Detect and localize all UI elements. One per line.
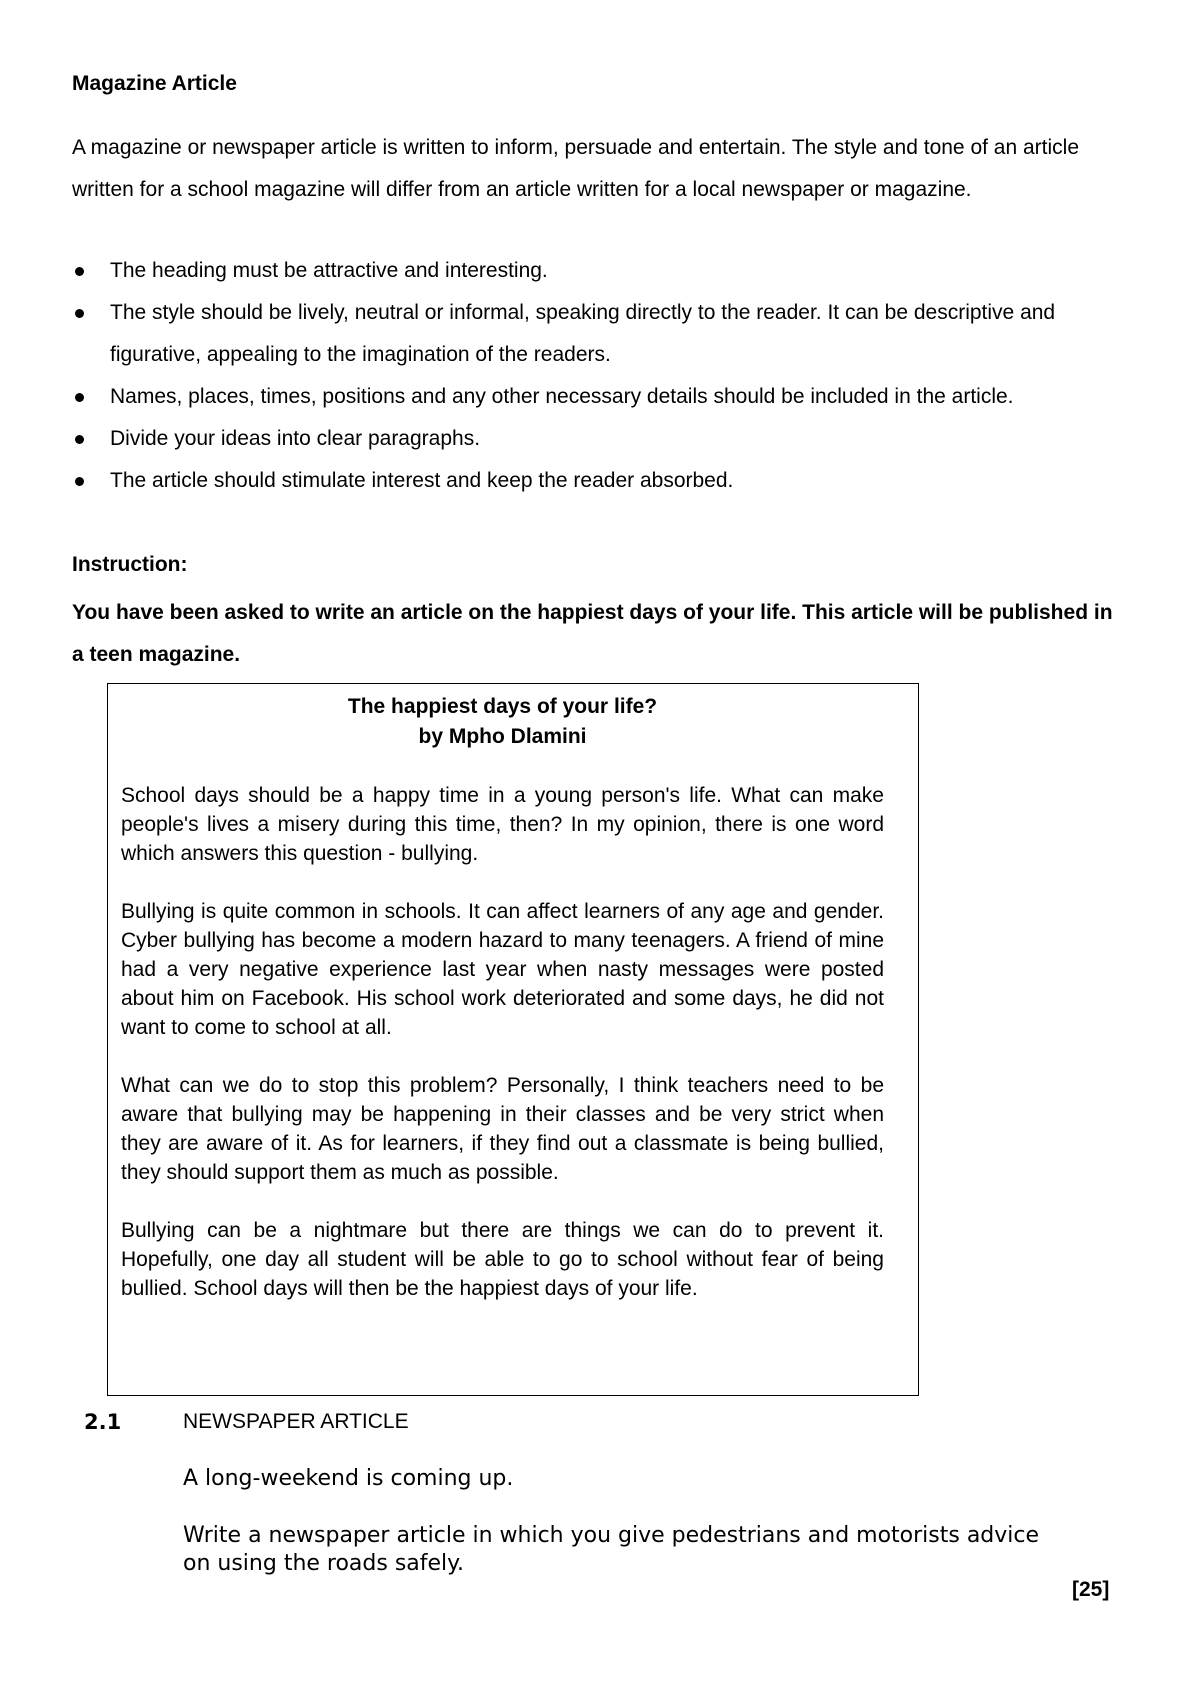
article-paragraph: School days should be a happy time in a young person's life. What can make people's lives a misery during this time, then? In my opinion, there is one word which answers this question - bullying. <box>121 784 884 865</box>
article-paragraph: What can we do to stop this problem? Personally, I think teachers need to be aware that bullying may be happening in their classes and be very strict when they are aware of it. As for learners, if they find out a classmate is being bullied, they should support them as much as possible. <box>121 1074 884 1184</box>
question-number: 2.1 <box>84 1410 122 1434</box>
list-item <box>72 460 1122 502</box>
article-paragraph: Bullying is quite common in schools. It can affect learners of any age and gender. Cyber bullying has become a modern hazard to many teenagers. A friend of mine had a very negative experience last year when nasty messages were posted about him on Facebook. His school work deteriorated and some days, he did not want to come to school at all. <box>121 900 884 1039</box>
bullet-icon <box>75 267 84 276</box>
article-title: The happiest days of your life? <box>347 695 658 718</box>
list-item-text: The article should stimulate interest and keep the reader absorbed. <box>110 469 734 492</box>
question-task <box>183 1522 1083 1578</box>
question-task-line: Write a newspaper article in which you give pedestrians and motorists advice <box>183 1523 1040 1548</box>
question-task-line: on using the roads safely. <box>183 1551 465 1576</box>
instruction-text: You have been asked to write an article on the happiest days of your life. This article will be published in a teen magazine. <box>72 601 1113 666</box>
list-item-text: The style should be lively, neutral or informal, speaking directly to the reader. It can be descriptive and figurative, appealing to the imagination of the readers. <box>110 301 1056 366</box>
list-item-text: Names, places, times, positions and any other necessary details should be included in the article. <box>110 385 1014 408</box>
bullet-icon <box>75 435 84 444</box>
bullet-icon <box>75 477 84 486</box>
question-prompt: A long-weekend is coming up. <box>183 1466 514 1491</box>
question-title: NEWSPAPER ARTICLE <box>183 1410 409 1433</box>
article-byline: by Mpho Dlamini <box>418 725 587 748</box>
list-item <box>72 418 1122 460</box>
instruction-label: Instruction: <box>72 553 188 576</box>
list-item <box>72 292 1122 376</box>
section-heading: Magazine Article <box>72 72 237 95</box>
bullet-icon <box>75 309 84 318</box>
list-item <box>72 250 1122 292</box>
example-article-box <box>107 683 919 1396</box>
question-marks: [25] <box>1072 1578 1110 1601</box>
guidelines-list <box>72 250 1122 502</box>
article-paragraph: Bullying can be a nightmare but there are things we can do to prevent it. Hopefully, one day all student will be able to go to school without fear of being bullied. School days will then be the happiest days of your life. <box>121 1219 884 1300</box>
intro-paragraph: A magazine or newspaper article is written to inform, persuade and entertain. The style and tone of an article written for a school magazine will differ from an article written for a local newspaper or magazine. <box>72 136 1080 201</box>
bullet-icon <box>75 393 84 402</box>
list-item-text: The heading must be attractive and interesting. <box>110 259 548 282</box>
list-item <box>72 376 1122 418</box>
list-item-text: Divide your ideas into clear paragraphs. <box>110 427 481 450</box>
